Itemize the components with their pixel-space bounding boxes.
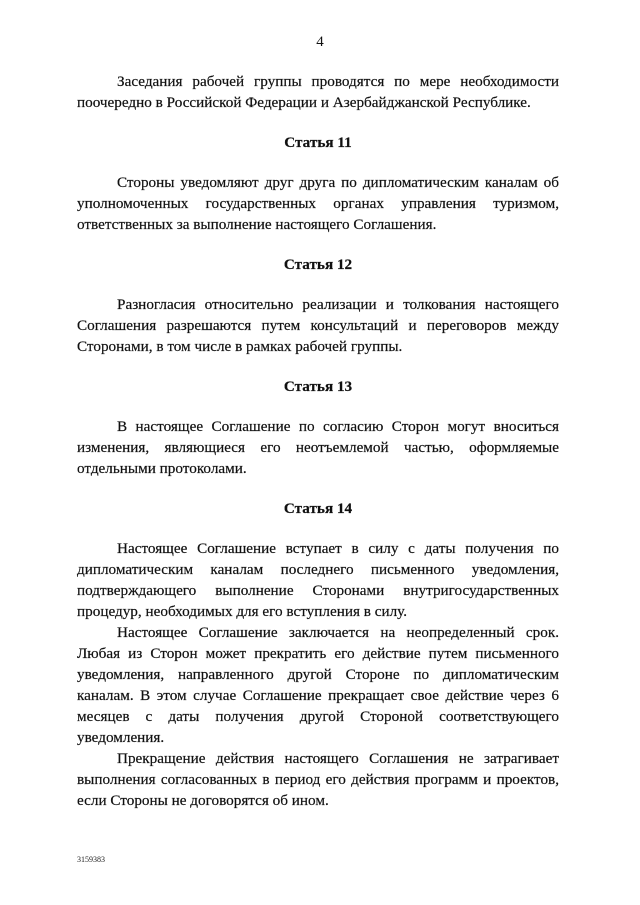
article-13-paragraph-1: В настоящее Соглашение по согласию Сторон могут вноситься изменения, являющиеся его неотъемлемой частью, оформляемые отдельными протоколами. [77, 418, 559, 477]
page-number: 4 [316, 34, 324, 50]
document-id-footer: 3159383 [77, 855, 105, 864]
article-14-heading: Статья 14 [283, 500, 353, 517]
article-14-paragraph-1: Настоящее Соглашение вступает в силу с даты получения по дипломатическим каналам последнего письменного уведомления, подтверждающего выполнение Сторонами внутригосударственных процедур, необходимых для его вступления в силу. [77, 540, 559, 620]
article-12-paragraph-1: Разногласия относительно реализации и толкования настоящего Соглашения разрешаются путем консультаций и переговоров между Сторонами, в том числе в рамках рабочей группы. [77, 296, 559, 355]
article-12-heading: Статья 12 [283, 256, 353, 273]
article-11-heading: Статья 11 [284, 134, 352, 151]
article-11-paragraph-1: Стороны уведомляют друг друга по дипломатическим каналам об уполномоченных государственных органах управления туризмом, ответственных за выполнение настоящего Соглашения. [77, 174, 559, 233]
document-body [77, 71, 559, 811]
article-13-heading: Статья 13 [283, 378, 353, 395]
article-14-paragraph-2: Настоящее Соглашение заключается на неопределенный срок. Любая из Сторон может прекратить его действие путем письменного уведомления, направленного другой Стороне по дипломатическим каналам. В этом случае Соглашение прекращает свое действие через 6 месяцев с даты получения другой Стороной соответствующего уведомления. [77, 624, 559, 746]
article-14-paragraph-3: Прекращение действия настоящего Соглашения не затрагивает выполнения согласованных в период его действия программ и проектов, если Стороны не договорятся об ином. [77, 750, 559, 809]
intro-paragraph: Заседания рабочей группы проводятся по мере необходимости поочередно в Российской Федерации и Азербайджанской Республике. [77, 73, 559, 111]
